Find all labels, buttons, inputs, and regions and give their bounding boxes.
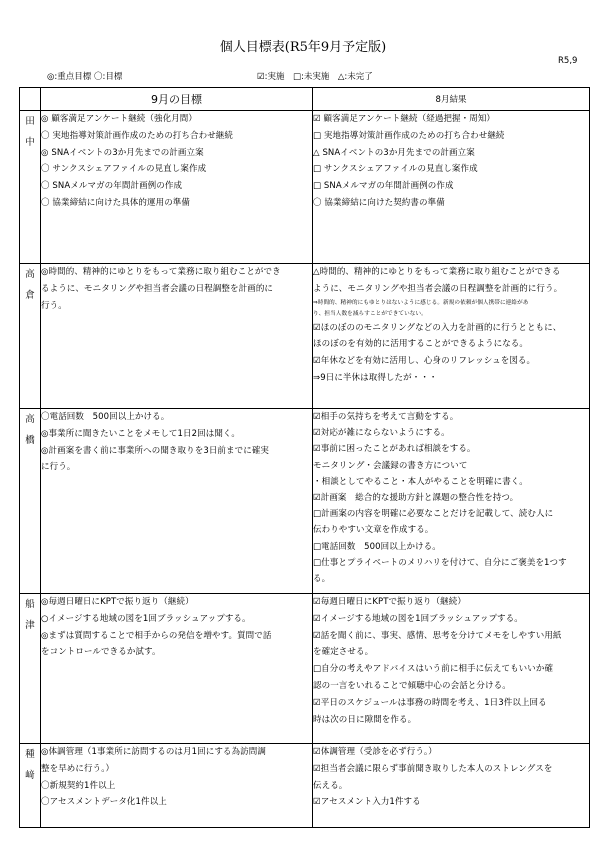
goal-line: 〇電話回数 500回以上かける。	[41, 412, 170, 422]
result-line: ・相談としてやること・本人がやることを明確に書く。	[313, 476, 528, 487]
table-row-takakura	[20, 264, 590, 409]
goal-line: ◎体調管理（1事業所に訪問するのは月1回にする為訪問調	[41, 747, 266, 757]
result-line: 認の一言をいれることで傾聴中心の会話と分ける。	[313, 680, 511, 691]
result-line: ☑毎週日曜日にKPTで振り返り（継続）	[313, 597, 466, 607]
goal-line: 〇 実地指導対策計画作成のための打ち合わせ継続	[41, 130, 234, 141]
goal-line: 〇 SNAメルマガの年間計画例の作成	[41, 181, 183, 192]
table-header-row	[20, 88, 590, 111]
result-line: 時は次の日に隙間を作る。	[313, 714, 417, 725]
result-line: ように、モニタリングや担当者会議の日程調整を計画的に行う。	[313, 283, 563, 294]
result-line: ☑アセスメント入力1件する	[313, 797, 421, 808]
corner-cell	[20, 88, 41, 111]
result-line: ☑計画案 総合的な援助方針と課題の整合性を持つ。	[313, 493, 519, 504]
goal-line: ○イメージする地域の図を1回ブラッシュアップする。	[41, 613, 251, 624]
table-row-takahashi	[20, 409, 590, 594]
result-line: ☑ほのぼののモニタリングなどの入力を計画的に行うとともに、	[313, 322, 562, 333]
goal-line: 行う。	[41, 300, 67, 311]
result-cell	[313, 111, 590, 264]
result-line: を確定させる。	[313, 647, 374, 658]
person-name: 高 倉	[20, 264, 41, 409]
result-line: ☑相手の気持ちを考えて言動をする。	[313, 412, 459, 422]
result-line: ☑対応が雑にならないようにする。	[313, 428, 450, 439]
result-line: モニタリング・会議録の書き方について	[313, 460, 468, 471]
column-header-goal: 9月の目標	[41, 88, 313, 111]
result-cell	[313, 594, 590, 744]
result-cell	[313, 409, 590, 594]
result-line: ☑話を聞く前に、事実、感情、思考を分けてメモをしやすい用紙	[313, 630, 562, 641]
goal-line: ◎時間的、精神的にゆとりをもって業務に取り組むことができ	[41, 267, 281, 277]
table-row-tanaka	[20, 111, 590, 264]
goal-line: ◎ SNAイベントの3か月先までの計画立案	[41, 147, 204, 158]
goal-line: に行う。	[41, 462, 76, 473]
goal-line: 〇アセスメントデータ化1件以上	[41, 797, 167, 808]
goal-line: ◎ 顧客満足アンケート継続（強化月間）	[41, 114, 198, 124]
result-line: ☑年休などを有効に活用し、心身のリフレッシュを図る。	[313, 356, 536, 367]
goal-line: 〇新規契約1件以上	[41, 780, 116, 791]
goal-legend: ◎:重点目標 〇:目標	[47, 72, 123, 82]
goal-line: 〇 サンクスシェアファイルの見直し案作成	[41, 164, 207, 175]
result-line: ☑平日のスケジュールは事務の時間を考え、1日3件以上回る	[313, 697, 547, 708]
goal-line: 整を早めに行う。）	[41, 763, 115, 774]
goal-line: ◎事業所に聞きたいことをメモして1日2回は聞く。	[41, 428, 240, 439]
goal-line: 〇 協業締結に向けた具体的運用の準備	[41, 197, 191, 208]
goal-cell	[41, 264, 313, 409]
goal-table	[19, 87, 590, 828]
page-title: 個人目標表(R5年9月予定版)	[219, 40, 387, 55]
result-line: る。	[313, 574, 331, 585]
result-line: □ SNAメルマガの年間計画例の作成	[313, 181, 454, 192]
result-line: 〇 協業締結に向けた契約書の準備	[313, 197, 445, 208]
table-row-tanezaki	[20, 744, 590, 828]
table-row-funatsu	[20, 594, 590, 744]
document-date: R5,9	[558, 56, 578, 66]
result-cell	[313, 264, 590, 409]
result-line: 伝わりやすい文章を作成する。	[313, 525, 434, 536]
result-line: □仕事とプライベートのメリハリを付けて、自分にご褒美を1つす	[313, 557, 567, 568]
result-line: □ サンクスシェアファイルの見直し案作成	[313, 164, 478, 175]
result-line: △時間的、精神的にゆとりをもって業務に取り組むことができる	[313, 267, 561, 277]
result-line: ☑ 顧客満足アンケート継続（経過把握・周知）	[313, 114, 496, 124]
goal-line: ◎毎週日曜日にKPTで振り返り（継続）	[41, 597, 194, 607]
result-line: ☑担当者会議に限らず事前聞き取りした本人のストレングスを	[313, 763, 553, 774]
result-note-line: り、担当人数を減らすことができていない。	[313, 310, 427, 317]
goal-line: るように、モニタリングや担当者会議の日程調整を計画的に	[41, 283, 274, 294]
result-line: □電話回数 500回以上かける。	[313, 541, 441, 552]
person-name: 高 橋	[20, 409, 41, 594]
goal-line: ◎まずは質問することで相手からの発信を増やす。質問で話	[41, 630, 272, 641]
goal-cell	[41, 111, 313, 264]
result-line: ☑事前に困ったことがあれば相談をする。	[313, 444, 476, 455]
result-line: □ 実地指導対策計画作成のための打ち合わせ継続	[313, 130, 505, 141]
person-name: 船 津	[20, 594, 41, 744]
result-line: ☑体調管理（受診を必ず行う。）	[313, 747, 437, 757]
person-name: 田 中	[20, 111, 41, 264]
column-header-result: 8月結果	[313, 88, 590, 111]
goal-line: ◎計画案を書く前に事業所への聞き取りを3日前までに確実	[41, 445, 270, 456]
result-note-line: ⇒時間的、精神的にもゆとりはないように感じる。新規の依頼が個人携帯に連絡があ	[313, 299, 529, 306]
result-cell	[313, 744, 590, 828]
result-line: ⇒9日に半休は取得したが・・・	[313, 372, 438, 383]
person-name: 種 﨑	[20, 744, 41, 828]
result-line: ほのぼのを有効的に活用することができるようになる。	[313, 339, 529, 350]
goal-cell	[41, 744, 313, 828]
status-legend: ☑:実施 □:未実施 △:未完了	[257, 72, 373, 82]
result-line: □計画案の内容を明確に必要なことだけを記載して、読む人に	[313, 509, 554, 520]
result-line: ☑イメージする地域の図を1回ブラッシュアップする。	[313, 613, 523, 624]
result-line: △ SNAイベントの3か月先までの計画立案	[313, 147, 475, 158]
result-line: 伝える。	[313, 780, 348, 791]
result-line: □自分の考えやアドバイスはいう前に相手に伝えてもいいか確	[313, 664, 554, 675]
goal-line: をコントロールできるか試す。	[41, 647, 161, 658]
goal-cell	[41, 594, 313, 744]
goal-cell	[41, 409, 313, 594]
